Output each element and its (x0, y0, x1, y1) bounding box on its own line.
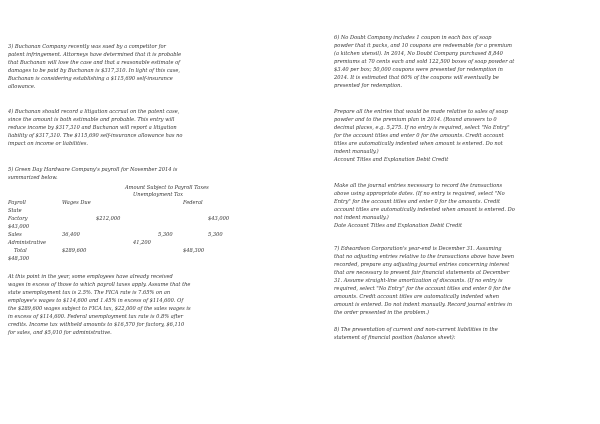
table-cell: Sales (8, 232, 22, 238)
table-cell: Administrative (8, 240, 47, 246)
table-col-header: Wages Due (62, 200, 91, 206)
q6-line: presented for redemption. (334, 83, 403, 89)
q5-line: summarized below. (8, 175, 58, 181)
q5-para-line: in excess of $114,600. Federal unemployment tax rate is 0.8% after (8, 314, 184, 320)
prepare-line: for the account titles and enter 0 for the amounts. Credit account (334, 133, 504, 139)
table-cell: $289,600 (62, 248, 87, 254)
q8-line: statement of financial position (balance sheet): (334, 335, 456, 341)
q3-line: Buchanan is considering establishing a $115,690 self-insurance (8, 76, 173, 82)
prepare-line: powder and to the premium plan in 2014. (Round answers to 0 (334, 117, 497, 123)
table-cell: Total (14, 248, 27, 254)
table-cell: 36,400 (62, 232, 80, 238)
make-line: Make all the journal entries necessary to record the transactions (334, 183, 503, 189)
q7-line: 7) Edwardson Corporation's year-end is December 31. Assuming (334, 246, 502, 252)
q7-line: that are necessary to present fair financial statements at December (334, 270, 510, 276)
make-line: Entry" for the account titles and enter 0 for the amounts. Credit (334, 199, 501, 205)
q6-line: premiums at 70 cents each and sold 122,500 boxes of soap powder at (334, 59, 515, 65)
journal-header: Date Account Titles and Explanation Debit Credit (334, 223, 463, 229)
q4-line: liability of $317,310. The $115,690 self-insurance allowance has no (8, 133, 183, 139)
table-cell: $212,000 (96, 216, 121, 222)
table-col-header: State (8, 208, 22, 214)
q7-line: 31. Assume straight-line amortization of discounts. (If no entry is (334, 278, 503, 284)
q5-para-line: state unemployment tax is 2.5%. The FICA rate is 7.65% on an (8, 290, 171, 296)
q7-line: amounts. Credit account titles are automatically indented when (334, 294, 499, 300)
table-cell: 5,300 (158, 232, 173, 238)
table-cell: 41,200 (133, 240, 151, 246)
q7-line: required, select "No Entry" for the account titles and enter 0 for the (334, 286, 511, 292)
q5-para-line: At this point in the year, some employees have already received (8, 274, 173, 280)
prepare-line: indent manually.) (334, 149, 379, 155)
q6-line: $3.40 per box; 50,000 coupons were presented for redemption in (334, 67, 503, 73)
table-col-header: Payroll (8, 200, 26, 206)
q4-line: reduce income by $317,310 and Buchanan will report a litigation (8, 125, 177, 131)
q5-para-line: the $289,600 wages subject to FICA tax, $22,000 of the sales wages is (8, 306, 191, 312)
make-line: not indent manually.) (334, 215, 389, 221)
q3-line: 3) Buchanan Company recently was sued by a competitor for (8, 44, 166, 50)
q4-line: since the amount is both estimable and probable. This entry will (8, 117, 175, 123)
q7-line: that no adjusting entries relative to the transactions above have been (334, 254, 515, 260)
q6-line: powder that it packs, and 10 coupons are redeemable for a premium (334, 43, 512, 49)
table-header: Amount Subject to Payroll Taxes (125, 185, 209, 191)
q7-line: amount is entered. Do not indent manually. Record journal entries in (334, 302, 512, 308)
q5-para-line: wages in excess of those to which payroll taxes apply. Assume that the (8, 282, 191, 288)
journal-header: Account Titles and Explanation Debit Credit (334, 157, 449, 163)
q4-line: 4) Buchanan should record a litigation accrual on the patent case, (8, 109, 180, 115)
q7-line: recorded, prepare any adjusting journal entries concerning interest (334, 262, 510, 268)
q3-line: that Buchanan will lose the case and that a reasonable estimate of (8, 60, 181, 66)
q6-line: 2014. It is estimated that 60% of the coupons will eventually be (334, 75, 499, 81)
q4-line: impact on income or liabilities. (8, 141, 89, 147)
q5-para-line: credits. Income tax withheld amounts to $16,570 for factory, $6,110 (8, 322, 185, 328)
q7-line: the order presented in the problem.) (334, 310, 429, 316)
q5-para-line: for sales, and $5,010 for administrative. (8, 330, 112, 336)
q8-line: 8) The presentation of current and non-current liabilities in the (334, 327, 498, 333)
q5-para-line: employee's wages to $114,600 and 1.45% in excess of $114,600. Of (8, 298, 184, 304)
make-line: above using appropriate dates. (If no entry is required, select "No (334, 191, 505, 197)
q3-line: damages to be paid by Buchanan is $317,310. In light of this case, (8, 68, 180, 74)
q6-line: 6) No Doubt Company includes 1 coupon in each box of soap (334, 35, 492, 41)
prepare-line: titles are automatically indented when amount is entered. Do not (334, 141, 503, 147)
prepare-line: decimal places, e.g. 5,275. If no entry is required, select "No Entry" (334, 125, 510, 131)
prepare-line: Prepare all the entries that would be made relative to sales of soap (334, 109, 508, 115)
table-cell: $48,300 (183, 248, 205, 254)
table-header: Unemployment Tax (133, 192, 183, 198)
table-cell: $43,000 (208, 216, 230, 222)
q3-line: patent infringement. Attorneys have determined that it is probable (8, 52, 182, 58)
q5-line: 5) Green Day Hardware Company's payroll for November 2014 is (8, 167, 178, 173)
table-cell: 5,300 (208, 232, 223, 238)
q6-line: (a kitchen utensil). In 2014, No Doubt Company purchased 8,840 (334, 51, 503, 57)
table-cell: $43,000 (8, 224, 30, 230)
table-cell: Factory (8, 216, 28, 222)
table-col-header: Federal (183, 200, 203, 206)
table-cell: $48,300 (8, 256, 30, 262)
q3-line: allowance. (8, 84, 36, 90)
make-line: account titles are automatically indented when amount is entered. Do (334, 207, 515, 213)
